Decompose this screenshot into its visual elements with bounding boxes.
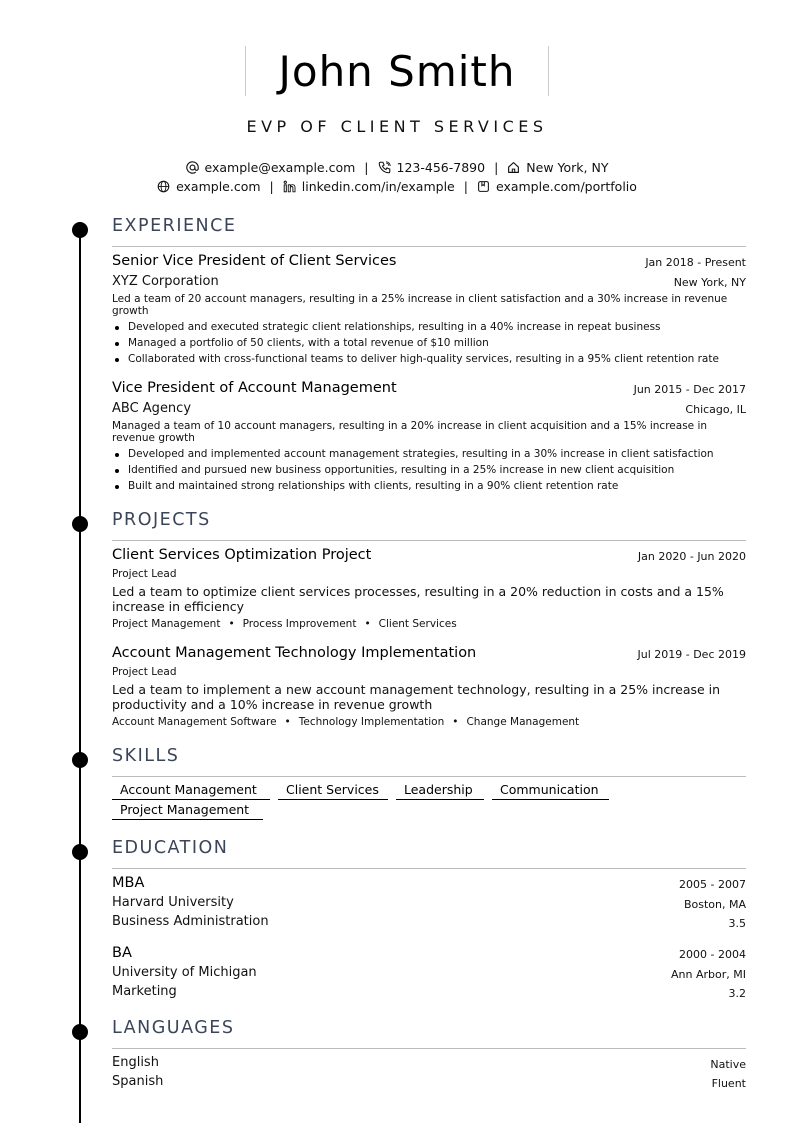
project-description: Led a team to optimize client services processes, resulting in a 20% reduction in costs and a 15% increase in efficiency <box>112 584 724 614</box>
language-name: Spanish <box>112 1074 164 1089</box>
contact-row-1: example@example.com | 123-456-7890 | New York, NY <box>0 160 794 175</box>
project-description: Led a team to implement a new account management technology, resulting in a 25% increase in productivity and a 10% increase in revenue growth <box>112 682 721 712</box>
timeline-dot-education <box>72 844 88 860</box>
job-summary: Managed a team of 10 account managers, resulting in a 20% increase in client acquisition and a 15% increase in revenue growth <box>112 420 708 444</box>
edu-gpa: 3.2 <box>728 987 746 1000</box>
project-tag: Technology Implementation <box>298 716 445 728</box>
contact-linkedin[interactable]: linkedin.com/in/example <box>283 179 455 194</box>
edu-location: Ann Arbor, MI <box>671 968 746 981</box>
at-icon <box>186 161 199 174</box>
edu-location: Boston, MA <box>683 898 746 911</box>
section-title-experience: EXPERIENCE <box>112 216 237 236</box>
project-role: Project Lead <box>112 666 177 678</box>
job-role: Senior Vice President of Client Services <box>112 253 397 269</box>
globe-icon <box>157 180 170 193</box>
contact-row-2: example.com | linkedin.com/in/example | example.com/portfolio <box>0 179 794 194</box>
edu-date: 2000 - 2004 <box>679 948 746 961</box>
section-rule <box>112 540 746 541</box>
language-level: Native <box>710 1058 746 1071</box>
edu-date: 2005 - 2007 <box>679 878 746 891</box>
project-tag: Client Services <box>378 618 457 630</box>
list-item: Identified and pursued new business opportunities, resulting in a 25% increase in new client acquisition <box>112 462 746 478</box>
section-title-skills: SKILLS <box>112 746 180 766</box>
section-rule <box>112 1048 746 1049</box>
list-item: Built and maintained strong relationships with clients, resulting in a 90% client retention rate <box>112 478 746 494</box>
edu-school: University of Michigan <box>112 965 257 980</box>
contact-email[interactable]: example@example.com <box>186 160 356 175</box>
job-title: EVP OF CLIENT SERVICES <box>246 117 548 136</box>
timeline-dot-skills <box>72 752 88 768</box>
skill-tag: Leadership <box>396 782 484 800</box>
contact-website[interactable]: example.com <box>157 179 260 194</box>
job-date: Jun 2015 - Dec 2017 <box>633 383 746 396</box>
job-location: New York, NY <box>673 276 746 289</box>
timeline-line <box>79 222 81 1123</box>
edu-degree: BA <box>112 945 132 961</box>
edu-degree: MBA <box>112 875 145 891</box>
section-rule <box>112 246 746 247</box>
candidate-name: John Smith <box>278 46 516 96</box>
edu-gpa: 3.5 <box>728 917 746 930</box>
job-bullets <box>112 446 746 494</box>
job-company: ABC Agency <box>112 401 192 416</box>
list-item: Developed and executed strategic client relationships, resulting in a 40% increase in repeat business <box>112 319 746 335</box>
section-rule <box>112 868 746 869</box>
project-date: Jul 2019 - Dec 2019 <box>637 648 746 661</box>
edu-school: Harvard University <box>112 895 234 910</box>
job-location: Chicago, IL <box>685 403 746 416</box>
contact-phone[interactable]: 123-456-7890 <box>378 160 486 175</box>
language-name: English <box>112 1055 159 1070</box>
section-title-education: EDUCATION <box>112 838 229 858</box>
skill-tag: Client Services <box>278 782 388 800</box>
home-icon <box>507 161 520 174</box>
edu-field: Marketing <box>112 984 177 999</box>
project-tags: Account Management Software • Technology Implementation • Change Management <box>112 716 580 728</box>
timeline-dot-languages <box>72 1024 88 1040</box>
timeline-dot-experience <box>72 222 88 238</box>
skill-tag: Account Management <box>112 782 270 800</box>
timeline-dot-projects <box>72 516 88 532</box>
skill-tag: Communication <box>492 782 609 800</box>
list-item: Managed a portfolio of 50 clients, with a total revenue of $10 million <box>112 335 746 351</box>
project-tag: Account Management Software <box>112 716 277 728</box>
phone-icon <box>378 161 391 174</box>
portfolio-icon <box>477 180 490 193</box>
list-item: Developed and implemented account management strategies, resulting in a 30% increase in client satisfaction <box>112 446 746 462</box>
name-frame <box>245 46 549 96</box>
project-tag: Process Improvement <box>242 618 357 630</box>
project-name: Client Services Optimization Project <box>112 547 372 563</box>
contact-location: New York, NY <box>507 160 608 175</box>
section-title-languages: LANGUAGES <box>112 1018 235 1038</box>
linkedin-icon <box>283 180 296 193</box>
project-tags: Project Management • Process Improvement • Client Services <box>112 618 457 630</box>
skill-tag: Project Management <box>112 802 263 820</box>
job-role: Vice President of Account Management <box>112 380 397 396</box>
list-item: Collaborated with cross-functional teams to deliver high-quality services, resulting in a 95% client retention rate <box>112 351 746 367</box>
job-company: XYZ Corporation <box>112 274 219 289</box>
project-date: Jan 2020 - Jun 2020 <box>637 550 746 563</box>
project-name: Account Management Technology Implementation <box>112 645 477 661</box>
project-tag: Change Management <box>466 716 580 728</box>
contact-portfolio[interactable]: example.com/portfolio <box>477 179 637 194</box>
project-tag: Project Management <box>112 618 221 630</box>
section-title-projects: PROJECTS <box>112 510 211 530</box>
section-rule <box>112 776 746 777</box>
language-level: Fluent <box>711 1077 746 1090</box>
job-bullets <box>112 319 746 367</box>
edu-field: Business Administration <box>112 914 269 929</box>
project-role: Project Lead <box>112 568 177 580</box>
job-date: Jan 2018 - Present <box>645 256 746 269</box>
job-summary: Led a team of 20 account managers, resulting in a 25% increase in client satisfaction and a 30% increase in revenue growth <box>112 293 728 317</box>
